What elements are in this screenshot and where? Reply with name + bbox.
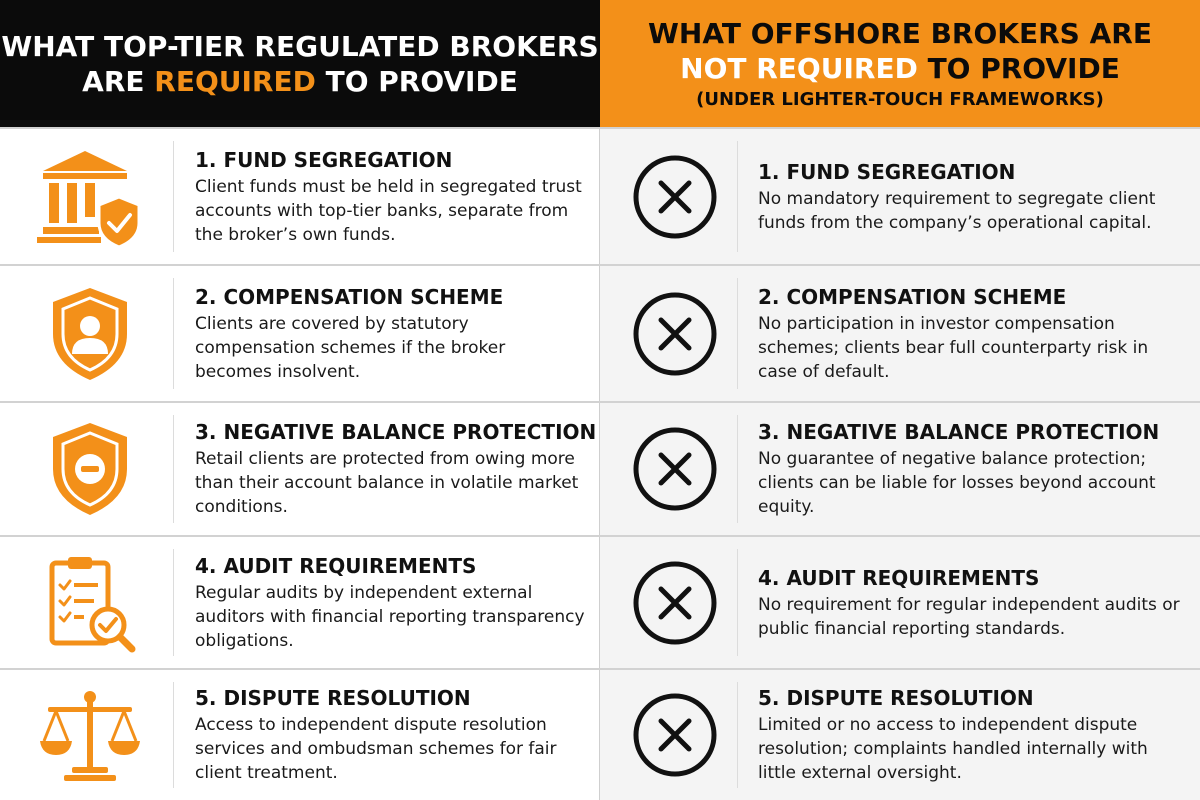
header-right-line1: WHAT OFFSHORE BROKERS ARE xyxy=(648,16,1152,50)
offshore-title: 1. FUND SEGREGATION xyxy=(758,159,1016,184)
offshore-desc: No guarantee of negative balance protection; clients can be liable for losses beyond account equity. xyxy=(758,449,1156,517)
offshore-text xyxy=(758,565,1188,641)
offshore-text xyxy=(758,419,1188,519)
regulated-text xyxy=(195,685,585,785)
cell-divider xyxy=(173,682,174,788)
cell-divider xyxy=(737,141,738,252)
offshore-title: 4. AUDIT REQUIREMENTS xyxy=(758,565,1040,590)
x-circle-icon xyxy=(628,422,722,516)
offshore-title: 5. DISPUTE RESOLUTION xyxy=(758,686,1034,710)
shield-user-icon xyxy=(30,279,150,389)
regulated-desc: Regular audits by independent external auditors with financial reporting transparency obligations. xyxy=(195,582,585,651)
regulated-desc: Access to independent dispute resolution services and ombudsman schemes for fair client treatment. xyxy=(195,715,557,783)
shield-minus-icon xyxy=(30,414,150,524)
comparison-rows xyxy=(0,127,1200,800)
offshore-desc: No requirement for regular independent audits or public financial reporting standards. xyxy=(758,594,1180,639)
regulated-text xyxy=(195,284,585,384)
regulated-text xyxy=(195,419,597,519)
cell-divider xyxy=(173,549,174,656)
regulated-title: 5. DISPUTE RESOLUTION xyxy=(195,686,471,710)
header-regulated xyxy=(0,0,600,127)
offshore-title: 3. NEGATIVE BALANCE PROTECTION xyxy=(758,420,1160,444)
regulated-text xyxy=(195,147,585,247)
regulated-title: 1. FUND SEGREGATION xyxy=(195,147,453,172)
cell-divider xyxy=(173,278,174,389)
comparison-row xyxy=(0,401,1200,535)
header-left-line2-post: TO PROVIDE xyxy=(315,64,518,98)
regulated-cell xyxy=(0,537,600,668)
cell-divider xyxy=(173,415,174,523)
comparison-row xyxy=(0,264,1200,401)
regulated-cell xyxy=(0,266,600,401)
cell-divider xyxy=(173,141,174,252)
regulated-title: 4. AUDIT REQUIREMENTS xyxy=(195,553,477,578)
header-left-line2 xyxy=(82,64,518,99)
x-circle-icon xyxy=(628,556,722,650)
comparison-row xyxy=(0,127,1200,264)
clipboard-audit-icon xyxy=(30,548,150,658)
regulated-cell xyxy=(0,670,600,800)
scales-icon xyxy=(30,680,150,790)
header-left-line1: WHAT TOP-TIER REGULATED BROKERS xyxy=(1,29,599,63)
cell-divider xyxy=(737,549,738,656)
offshore-cell xyxy=(600,537,1200,668)
header-right-accent: NOT REQUIRED xyxy=(680,51,918,85)
regulated-desc: Clients are covered by statutory compensation schemes if the broker becomes insolvent. xyxy=(195,313,506,382)
regulated-title: 3. NEGATIVE BALANCE PROTECTION xyxy=(195,420,597,444)
header xyxy=(0,0,1200,127)
offshore-cell xyxy=(600,266,1200,401)
regulated-text xyxy=(195,553,585,653)
bank-shield-icon xyxy=(30,142,150,252)
header-right-line2-post: TO PROVIDE xyxy=(917,51,1120,85)
x-circle-icon xyxy=(628,150,722,244)
header-right-subtitle: (UNDER LIGHTER-TOUCH FRAMEWORKS) xyxy=(696,88,1104,110)
regulated-title: 2. COMPENSATION SCHEME xyxy=(195,284,504,309)
cell-divider xyxy=(737,682,738,788)
offshore-text xyxy=(758,284,1188,384)
header-right-line2 xyxy=(680,51,1120,86)
regulated-desc: Retail clients are protected from owing more than their account balance in volatile market conditions. xyxy=(195,449,579,517)
header-left-line2-pre: ARE xyxy=(82,64,155,98)
cell-divider xyxy=(737,278,738,389)
cell-divider xyxy=(737,415,738,523)
offshore-text xyxy=(758,685,1188,785)
header-offshore xyxy=(600,0,1200,127)
offshore-desc: No participation in investor compensation schemes; clients bear full counterparty risk in case of default. xyxy=(758,313,1149,382)
x-circle-icon xyxy=(628,287,722,381)
regulated-cell xyxy=(0,403,600,535)
offshore-cell xyxy=(600,670,1200,800)
comparison-row xyxy=(0,535,1200,668)
offshore-title: 2. COMPENSATION SCHEME xyxy=(758,284,1067,309)
header-left-accent: REQUIRED xyxy=(154,64,316,98)
comparison-row xyxy=(0,668,1200,800)
regulated-desc: Client funds must be held in segregated trust accounts with top-tier banks, separate from the broker’s own funds. xyxy=(195,176,582,245)
regulated-cell xyxy=(0,129,600,264)
offshore-cell xyxy=(600,403,1200,535)
offshore-desc: Limited or no access to independent dispute resolution; complaints handled internally with little external oversight. xyxy=(758,715,1148,783)
offshore-text xyxy=(758,159,1188,235)
x-circle-icon xyxy=(628,688,722,782)
offshore-cell xyxy=(600,129,1200,264)
offshore-desc: No mandatory requirement to segregate client funds from the company’s operational capital. xyxy=(758,188,1156,233)
